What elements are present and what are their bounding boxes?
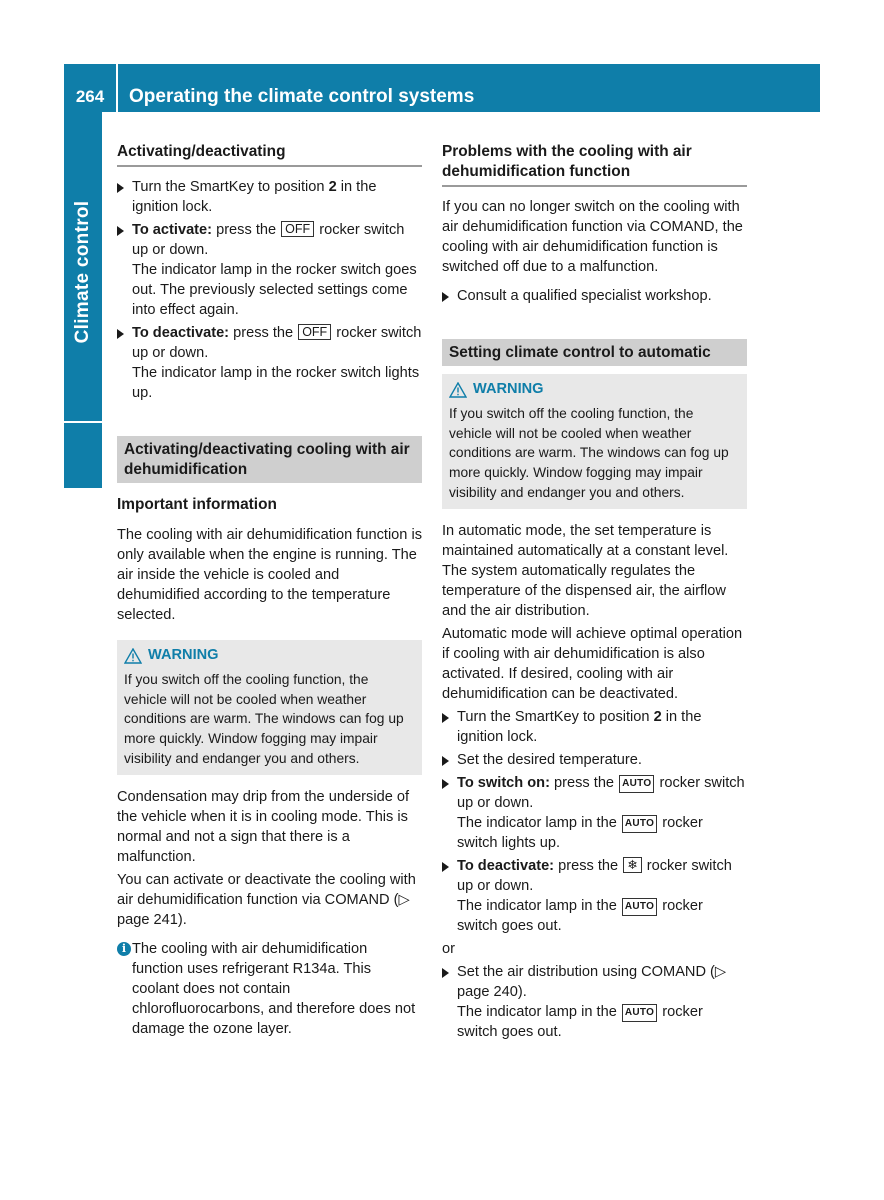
- warning-box: [117, 640, 422, 775]
- heading-important-info: Important information: [117, 496, 277, 513]
- bullet-arrow-icon: [117, 226, 124, 236]
- step-activate-result: The indicator lamp in the rocker switch goes out. The previously selected settings come into effect again.: [132, 262, 417, 318]
- paragraph-auto-1: In automatic mode, the set temperature is maintained automatically at a constant level. The system automatically regulates the temperature of the dispensed air, the airflow and the air distribution.: [442, 522, 729, 619]
- side-tab-divider: [64, 421, 102, 423]
- bullet-arrow-icon: [442, 968, 449, 978]
- side-tab: [64, 112, 102, 488]
- side-tab-label: Climate control: [72, 200, 93, 344]
- paragraph-comand: You can activate or deactivate the cooling with air dehumidification function via COMAND (▷ page 241).: [117, 871, 416, 928]
- paragraph-problems: If you can no longer switch on the cooling with air dehumidification function via COMAND, the cooling with air dehumidification function is switched off due to a malfunction.: [442, 199, 743, 275]
- bullet-arrow-icon: [442, 713, 449, 723]
- step-activate: To activate: press the OFF rocker switch up or down. The indicator lamp in the rocker switch goes out. The previously selected settings come into effect again.: [117, 220, 422, 320]
- step-switch-on: To switch on: press the AUTO rocker switch up or down. The indicator lamp in the AUTO rocker switch lights up.: [442, 773, 747, 853]
- bullet-arrow-icon: [442, 779, 449, 789]
- bullet-arrow-icon: [442, 862, 449, 872]
- step-air-distribution: Set the air distribution using COMAND (▷ page 240). The indicator lamp in the AUTO rocker switch goes out.: [442, 962, 747, 1042]
- info-note: [117, 939, 422, 1039]
- warning-box: [442, 374, 747, 509]
- step-air-distribution-result: The indicator lamp in the AUTO rocker switch goes out.: [457, 1003, 703, 1040]
- bullet-arrow-icon: [442, 756, 449, 766]
- warning-title: WARNING: [148, 647, 219, 663]
- paragraph-auto-2: Automatic mode will achieve optimal operation if cooling with air dehumidification is also activated. If desired, cooling with air dehumidification can be deactivated.: [442, 625, 743, 702]
- auto-key-icon: AUTO: [619, 775, 654, 793]
- step-turn-smartkey: Turn the SmartKey to position 2 in the ignition lock.: [117, 177, 422, 217]
- step-deactivate-cooling: To deactivate: press the ❄ rocker switch up or down. The indicator lamp in the AUTO rocker switch goes out.: [442, 856, 747, 936]
- step-deactivate-result: The indicator lamp in the rocker switch lights up.: [132, 365, 420, 401]
- header-separator: [116, 64, 118, 112]
- auto-key-icon: AUTO: [622, 1004, 657, 1022]
- page-header: [64, 64, 820, 112]
- heading-activating: Activating/deactivating: [117, 140, 422, 167]
- warning-triangle-icon: [124, 648, 142, 664]
- step-turn-smartkey: Turn the SmartKey to position 2 in the ignition lock.: [442, 707, 747, 747]
- step-set-temperature: Set the desired temperature.: [442, 750, 747, 770]
- page-number: 264: [75, 87, 105, 106]
- heading-problems: Problems with the cooling with air dehumidification function: [442, 140, 747, 187]
- off-key-icon: OFF: [298, 324, 331, 340]
- heading-cooling-box: Activating/deactivating cooling with air dehumidification: [117, 436, 422, 483]
- warning-text: If you switch off the cooling function, the vehicle will not be cooled when weather conditions are warm. The windows can fog up more quickly. Window fogging may impair visibility and endanger you and others.: [124, 671, 404, 766]
- auto-key-icon: AUTO: [622, 898, 657, 916]
- page-title: Operating the climate control systems: [129, 86, 475, 107]
- step-consult: Consult a qualified specialist workshop.: [442, 286, 747, 306]
- snowflake-key-icon: ❄: [623, 857, 641, 873]
- bullet-arrow-icon: [442, 292, 449, 302]
- bullet-arrow-icon: [117, 183, 124, 193]
- step-switch-on-result: The indicator lamp in the AUTO rocker switch lights up.: [457, 814, 703, 851]
- warning-title: WARNING: [473, 381, 544, 397]
- off-key-icon: OFF: [281, 221, 314, 237]
- right-column: [442, 140, 747, 1045]
- bullet-arrow-icon: [117, 329, 124, 339]
- auto-key-icon: AUTO: [622, 815, 657, 833]
- step-deactivate-cooling-result: The indicator lamp in the AUTO rocker switch goes out.: [457, 897, 703, 934]
- warning-triangle-icon: [449, 382, 467, 398]
- info-icon: i: [117, 942, 131, 956]
- paragraph-condensation: Condensation may drip from the underside of the vehicle when it is in cooling mode. This is normal and not a sign that there is a malfunction.: [117, 788, 410, 865]
- heading-automatic-box: Setting climate control to automatic: [442, 339, 747, 366]
- step-deactivate: To deactivate: press the OFF rocker switch up or down. The indicator lamp in the rocker switch lights up.: [117, 323, 422, 403]
- info-text: The cooling with air dehumidification function uses refrigerant R134a. This coolant does not contain chlorofluorocarbons, and therefore does not damage the ozone layer.: [132, 940, 416, 1037]
- paragraph-important: The cooling with air dehumidification function is only available when the engine is running. The air inside the vehicle is cooled and dehumidified according to the temperature selected.: [117, 527, 423, 623]
- left-column: [117, 140, 422, 1039]
- warning-text: If you switch off the cooling function, the vehicle will not be cooled when weather conditions are warm. The windows can fog up more quickly. Window fogging may impair visibility and endanger you and others.: [449, 405, 729, 500]
- or-separator: or: [442, 940, 455, 957]
